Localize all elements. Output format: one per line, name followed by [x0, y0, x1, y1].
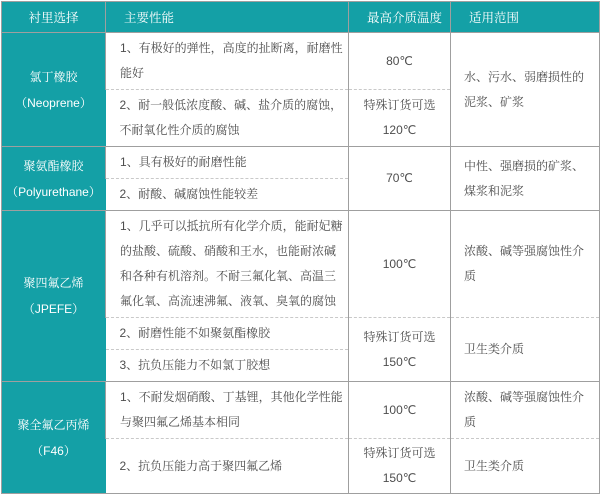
- table-header-row: [2, 2, 600, 33]
- col-header-range: 适用范围: [451, 2, 600, 33]
- temperature-cell: [349, 33, 451, 90]
- performance-cell: 1、具有极好的耐磨性能: [106, 147, 349, 179]
- col-header-lining: 衬里选择: [2, 2, 106, 33]
- table-row: [2, 33, 600, 90]
- performance-cell: 1、不耐发烟硝酸、丁基锂，其他化学性能与聚四氟乙烯基本相同: [106, 382, 349, 439]
- material-code: （Neoprene）: [15, 95, 92, 110]
- temperature-cell: [349, 90, 451, 147]
- range-cell: 中性、强磨损的矿浆、煤浆和泥浆: [451, 147, 600, 211]
- temperature-line: 特殊订货可选: [363, 446, 436, 460]
- performance-cell: 2、耐磨性能不如聚氨酯橡胶: [106, 318, 349, 350]
- material-name: 聚四氟乙烯: [23, 276, 84, 290]
- temperature-line: 150℃: [382, 471, 417, 485]
- range-cell: 浓酸、碱等强腐蚀性介质: [451, 382, 600, 439]
- performance-cell: 3、抗负压能力不如氯丁胶想: [106, 350, 349, 382]
- temperature-line: 120℃: [382, 123, 417, 137]
- material-name: 氯丁橡胶: [29, 69, 78, 84]
- temperature-line: 特殊订货可选: [363, 98, 436, 112]
- performance-cell: 2、抗负压能力高于聚四氟乙烯: [106, 439, 349, 494]
- temperature-line: 特殊订货可选: [363, 329, 436, 344]
- temperature-cell: [349, 318, 451, 382]
- material-cell: [2, 211, 106, 382]
- range-cell: 卫生类介质: [451, 439, 600, 494]
- material-code: （Polyurethane）: [6, 184, 101, 199]
- table-row: [2, 211, 600, 318]
- range-cell: 水、污水、弱磨损性的泥浆、矿浆: [451, 33, 600, 147]
- temperature-cell: [349, 382, 451, 439]
- col-header-performance: 主要性能: [106, 2, 349, 33]
- range-cell: 卫生类介质: [451, 318, 600, 382]
- temperature-cell: [349, 211, 451, 318]
- range-cell: 浓酸、碱等强腐蚀性介质: [451, 211, 600, 318]
- material-cell: [2, 147, 106, 211]
- material-name: 聚氨酯橡胶: [23, 158, 84, 173]
- performance-cell: 1、有极好的弹性，高度的扯断离，耐磨性能好: [106, 33, 349, 90]
- temperature-cell: [349, 439, 451, 494]
- table-row: [2, 147, 600, 179]
- performance-cell: 2、耐一般低浓度酸、碱、盐介质的腐蚀，不耐氧化性介质的腐蚀: [106, 90, 349, 147]
- material-name: 聚全氟乙丙烯: [17, 417, 90, 432]
- col-header-temperature: 最高介质温度: [349, 2, 451, 33]
- temperature-line: 100℃: [382, 256, 417, 271]
- temperature-line: 150℃: [382, 354, 417, 369]
- material-cell: [2, 33, 106, 147]
- material-code: （F46）: [31, 443, 76, 458]
- temperature-line: 70℃: [386, 171, 413, 185]
- performance-cell: 2、耐酸、碱腐蚀性能较差: [106, 179, 349, 211]
- table-row: [2, 382, 600, 439]
- temperature-line: 100℃: [382, 402, 417, 417]
- material-code: （JPEFE）: [22, 302, 85, 316]
- temperature-line: 80℃: [386, 53, 413, 68]
- performance-cell: 1、几乎可以抵抗所有化学介质，能耐妃糖的盐酸、硫酸、硝酸和王水，也能耐浓碱和各种有机溶剂。不耐三氟化氧、高温三氟化氧、高流速沸氟、液氧、臭氧的腐蚀: [106, 211, 349, 318]
- material-cell: [2, 382, 106, 494]
- temperature-cell: [349, 147, 451, 211]
- lining-selection-table: [1, 1, 600, 494]
